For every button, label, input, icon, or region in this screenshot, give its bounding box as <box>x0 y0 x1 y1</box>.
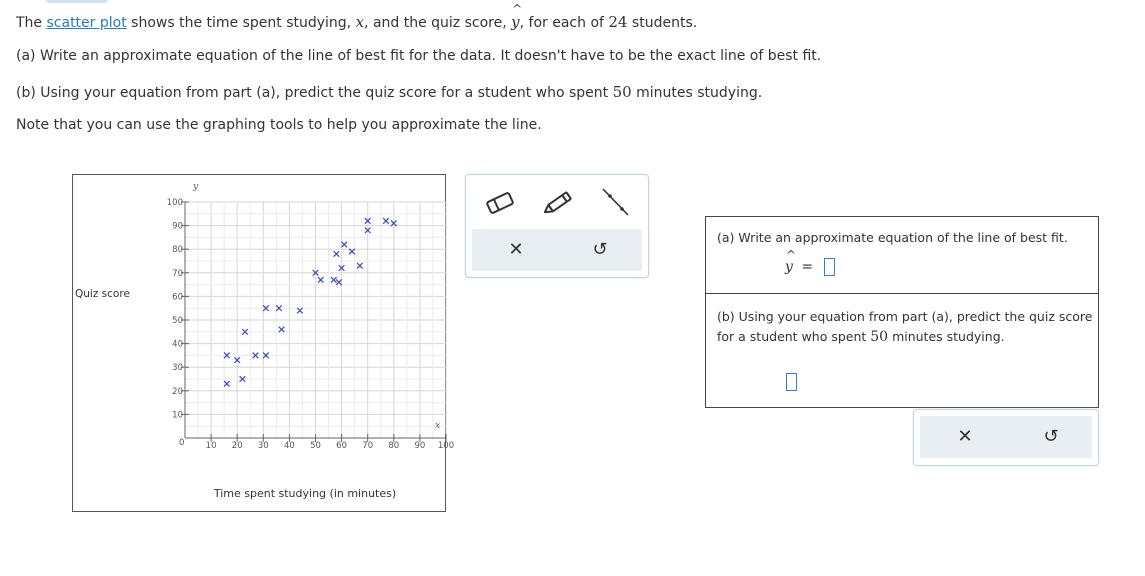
y-tick-label: 80 <box>172 245 183 256</box>
part-b-text: (b) Using your equation from part (a), predict the quiz score for a student who spent <box>16 85 613 101</box>
x-tick-label: 50 <box>310 441 321 451</box>
eraser-icon[interactable] <box>482 187 518 219</box>
scatter-plot-link[interactable]: scatter plot <box>46 15 127 31</box>
origin-label: 0 <box>179 438 185 448</box>
y-axis-variable: y <box>193 182 199 192</box>
chart-grid <box>185 202 446 438</box>
answer-part-a-prompt: (a) Write an approximate equation of the line of best fit. <box>717 230 1068 245</box>
clear-answer-button[interactable]: ✕ <box>957 426 973 447</box>
problem-part-a: (a) Write an approximate equation of the line of best fit for the data. It doesn't have to be the exact line of best fit. <box>16 48 822 64</box>
y-tick-label: 50 <box>172 316 183 326</box>
x-tick-label: 20 <box>231 441 243 451</box>
clear-graph-button[interactable]: ✕ <box>508 239 524 260</box>
data-point <box>331 277 337 283</box>
part-b-minutes: 50 <box>612 83 632 101</box>
x-tick-label: 10 <box>205 441 217 451</box>
x-tick-label: 70 <box>362 441 374 451</box>
problem-intro <box>16 13 697 31</box>
part-b-text: minutes studying. <box>631 85 763 101</box>
intro-text: , and the quiz score, <box>364 15 512 31</box>
x-axis-variable: x <box>435 421 441 431</box>
graph-tools-action-bar <box>472 229 642 271</box>
x-tick-label: 80 <box>388 441 400 451</box>
var-y-hat: ^ y <box>511 13 519 31</box>
answer-part-b-line2 <box>717 329 1005 345</box>
equation-yhat: ^ y <box>785 259 793 275</box>
data-point <box>357 263 363 269</box>
x-tick-label: 90 <box>414 441 426 451</box>
answer-action-panel <box>913 409 1099 466</box>
x-tick-label: 30 <box>257 441 269 451</box>
y-tick-label: 70 <box>172 268 183 279</box>
y-tick-label: 100 <box>166 198 183 208</box>
answer-panel <box>705 216 1099 408</box>
intro-text: , for each of <box>519 15 609 31</box>
scatter-plot[interactable] <box>73 175 455 511</box>
equation-equals: = <box>801 259 814 275</box>
x-tick-label: 60 <box>336 441 348 451</box>
chart-tick-labels <box>167 198 454 451</box>
var-x: x <box>355 13 365 31</box>
y-tick-label: 60 <box>172 292 183 303</box>
pencil-icon[interactable] <box>540 187 576 219</box>
y-tick-label: 20 <box>172 386 183 397</box>
data-point <box>334 251 340 257</box>
problem-part-b <box>16 83 762 101</box>
y-tick-label: 30 <box>172 363 183 374</box>
part-b-text: minutes studying. <box>888 329 1005 344</box>
part-b-minutes: 50 <box>870 329 889 345</box>
data-point <box>318 277 324 283</box>
student-count: 24 <box>608 13 628 31</box>
undo-answer-button[interactable]: ↺ <box>1043 426 1059 447</box>
x-tick-label: 40 <box>283 441 295 451</box>
scatter-plot-panel[interactable] <box>72 174 455 512</box>
answer-action-bar <box>920 416 1092 458</box>
equation-input[interactable] <box>824 258 835 276</box>
prediction-row <box>786 371 797 391</box>
y-axis-label: Quiz score <box>75 288 130 300</box>
undo-graph-button[interactable]: ↺ <box>592 239 608 260</box>
answer-part-a <box>706 217 1098 294</box>
intro-text: shows the time spent studying, <box>126 15 356 31</box>
data-point <box>224 381 230 387</box>
problem-note: Note that you can use the graphing tools to help you approximate the line. <box>16 117 542 133</box>
equation-row <box>785 258 835 276</box>
data-point <box>341 242 347 248</box>
prediction-input[interactable] <box>786 373 797 391</box>
y-tick-label: 90 <box>172 221 183 232</box>
intro-text: students. <box>627 15 698 31</box>
y-tick-label: 10 <box>172 410 183 421</box>
part-b-text: for a student who spent <box>717 329 871 344</box>
chart-axes <box>181 202 446 442</box>
y-tick-label: 40 <box>172 339 183 350</box>
intro-text: The <box>16 15 47 31</box>
line-tool-icon[interactable] <box>598 187 634 219</box>
data-point <box>383 218 389 224</box>
x-axis-label: Time spent studying (in minutes) <box>213 487 397 500</box>
x-tick-label: 100 <box>437 441 455 451</box>
answer-part-b-line1: (b) Using your equation from part (a), predict the quiz score <box>717 309 1093 324</box>
graph-tools-panel <box>465 174 649 278</box>
top-tab-indicator <box>46 0 108 3</box>
